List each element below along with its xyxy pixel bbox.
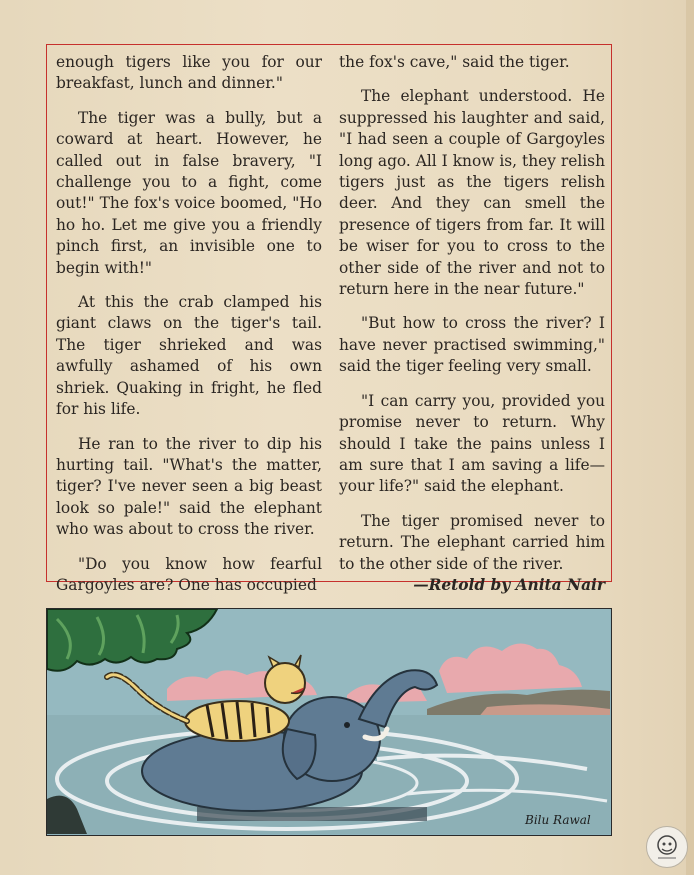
- page-edge-shadow: [686, 0, 694, 875]
- story-illustration: [46, 608, 612, 836]
- paragraph: "I can carry you, provided you promise never to return. Why should I take the pains unless I am sure that I am saving a life—your life?" said the elephant.: [339, 391, 605, 496]
- artist-signature: Bilu Rawal: [525, 813, 591, 827]
- paragraph: The elephant understood. He suppressed his laughter and said, "I had seen a couple of Gargoyles long ago. All I know is, they relish tigers just as the tigers relish deer. And they can smell the presence of tigers from far. It will be wiser for you to cross to the other side of the river and not to return here in the near future.": [339, 87, 605, 299]
- paragraph: "Do you know how fearful Gargoyles are? One has occupied: [56, 554, 322, 594]
- tiger-on-elephant-illustration: [47, 609, 610, 834]
- paragraph: He ran to the river to dip his hurting tail. "What's the matter, tiger? I've never seen a big beast look so pale!" said the elephant who was about to cross the river.: [56, 434, 322, 539]
- story-column-right: [339, 52, 605, 609]
- story-column-left: [56, 52, 322, 609]
- story-byline: —Retold by Anita Nair: [413, 575, 605, 594]
- mascot-logo-icon: [652, 832, 682, 862]
- paragraph: "But how to cross the river? I have never practised swimming," said the tiger feeling very small.: [339, 314, 605, 376]
- paragraph: At this the crab clamped his giant claws on the tiger's tail. The tiger shrieked and was awfully ashamed of his own shriek. Quaking in fright, he fled for his life.: [56, 293, 322, 419]
- elephant-eye: [344, 722, 350, 728]
- paragraph: enough tigers like you for our breakfast, lunch and dinner.": [56, 53, 322, 93]
- paragraph: The tiger was a bully, but a coward at heart. However, he called out in false bravery, "I challenge you to a fight, come out!" The fox's voice boomed, "Ho ho ho. Let me give you a friendly pinch first, an invisible one to begin with!": [56, 108, 322, 277]
- scan-logo-icon: [646, 826, 688, 868]
- paragraph: The tiger promised never to return. The elephant carried him to the other side of the river.: [339, 511, 605, 573]
- paragraph: the fox's cave," said the tiger.: [339, 53, 570, 71]
- tiger-head: [265, 663, 305, 703]
